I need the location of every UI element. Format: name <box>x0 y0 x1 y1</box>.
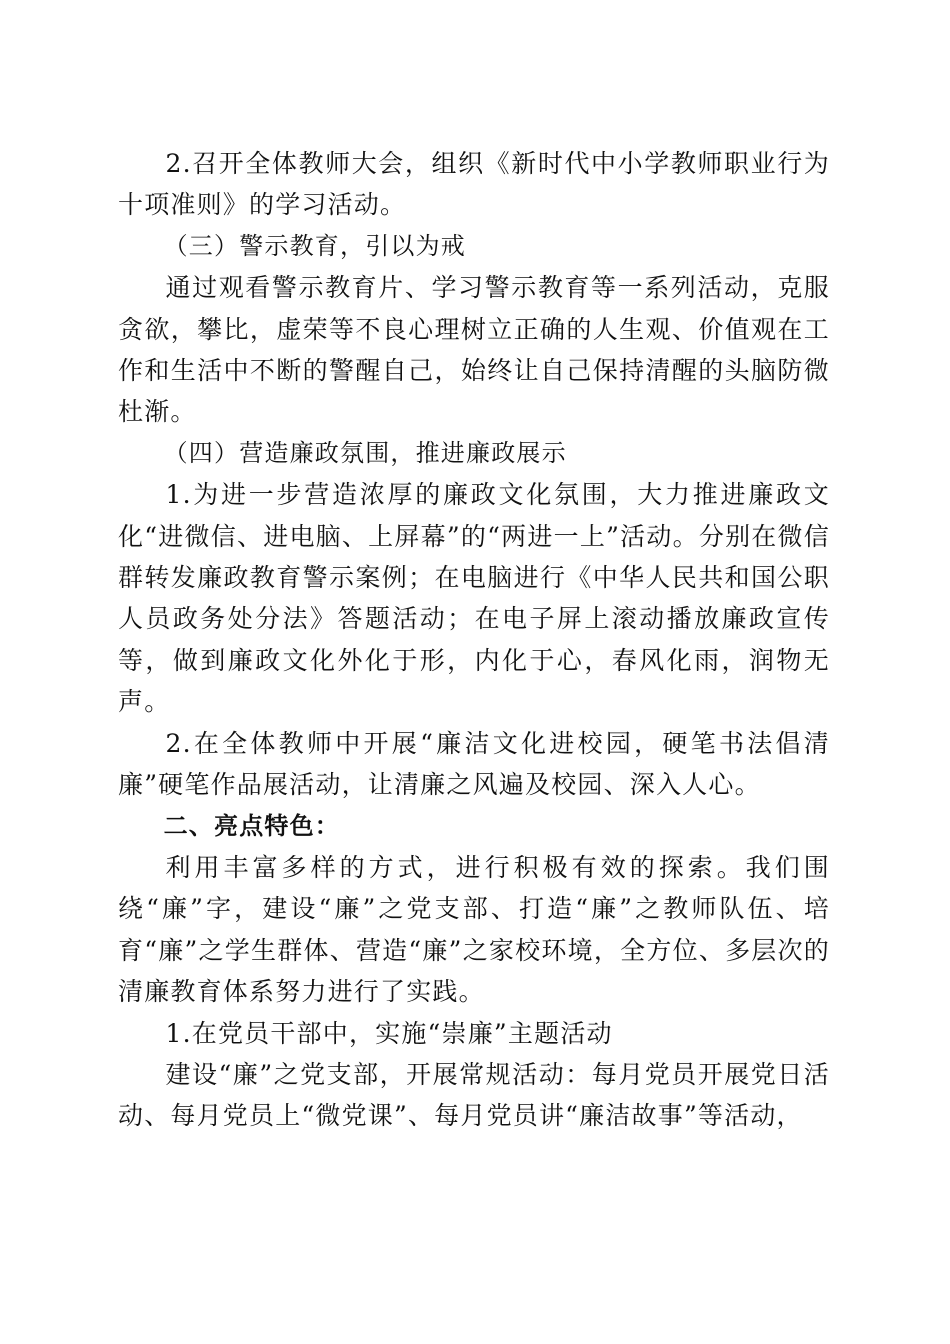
paragraph-highlights-intro: 利用丰富多样的方式，进行积极有效的探索。我们围绕“廉”字，建设“廉”之党支部、打造“廉”之教师队伍、培育“廉”之学生群体、营造“廉”之家校环境，全方位、多层次的清廉教育体系努力进行了实践。 <box>118 852 830 1007</box>
paragraph-warning-education: 通过观看警示教育片、学习警示教育等一系列活动，克服贪欲，攀比，虚荣等不良心理树立正确的人生观、价值观在工作和生活中不断的警醒自己，始终让自己保持清醒的头脑防微杜渐。 <box>118 273 830 427</box>
section-heading-highlights: 二、亮点特色： <box>163 811 340 840</box>
section-heading-warning-education: （三）警示教育，引以为戒 <box>163 231 466 260</box>
paragraph-party-cadre-activity: 1.在党员干部中，实施“崇廉”主题活动 <box>165 1018 613 1048</box>
paragraph-calligraphy-exhibition: 2.在全体教师中开展“廉洁文化进校园，硬笔书法倡清廉”硬笔作品展活动，让清廉之风遍及校园、深入人心。 <box>118 728 830 800</box>
document-body <box>118 143 830 1137</box>
paragraph-teacher-meeting: 2.召开全体教师大会，组织《新时代中小学教师职业行为十项准则》的学习活动。 <box>118 149 830 220</box>
paragraph-integrity-culture: 1.为进一步营造浓厚的廉政文化氛围，大力推进廉政文化“进微信、进电脑、上屏幕”的“两进一上”活动。分别在微信群转发廉政教育警示案例；在电脑进行《中华人民共和国公职人员政务处分法》答题活动；在电子屏上滚动播放廉政宣传等，做到廉政文化外化于形，内化于心，春风化雨，润物无声。 <box>118 480 830 717</box>
paragraph-party-branch: 建设“廉”之党支部，开展常规活动：每月党员开展党日活动、每月党员上“微党课”、每月党员讲“廉洁故事”等活动， <box>118 1059 830 1131</box>
section-heading-integrity-atmosphere: （四）营造廉政氛围，推进廉政展示 <box>163 438 567 467</box>
